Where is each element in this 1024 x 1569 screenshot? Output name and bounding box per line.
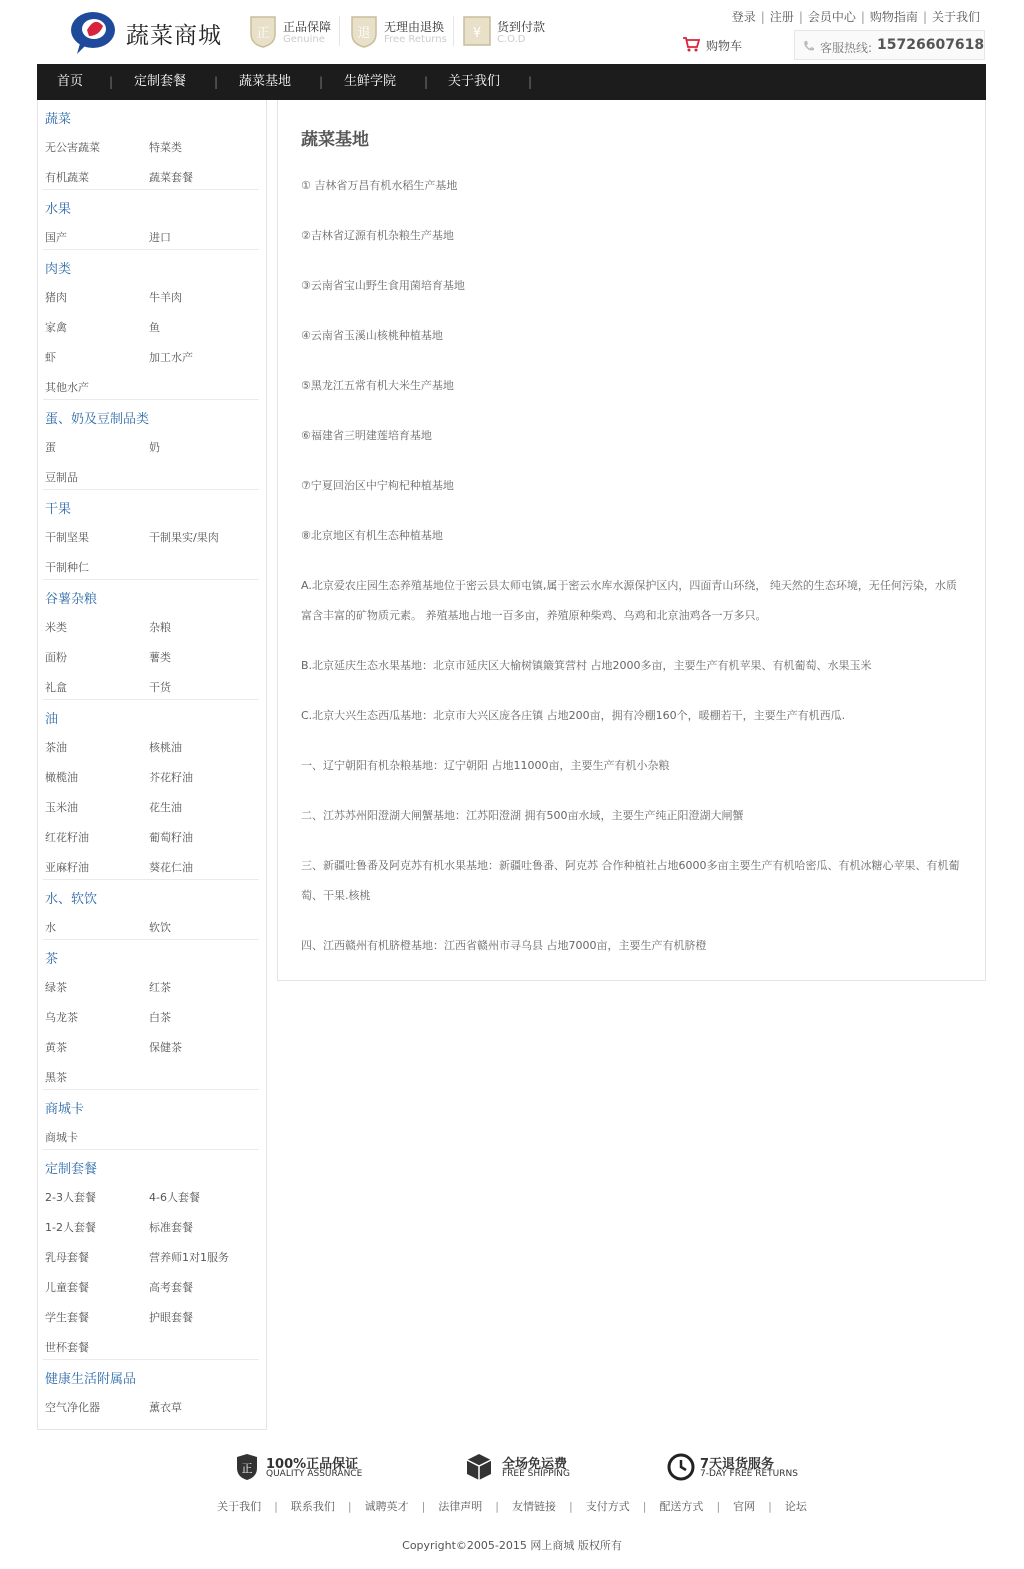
svg-text:正: 正 — [256, 26, 270, 41]
separator: | — [716, 1500, 721, 1513]
content-paragraph: C.北京大兴生态西瓜基地：北京市大兴区庞各庄镇 占地200亩，拥有冷棚160个，暖棚若干，主要生产有机西瓜. — [301, 709, 846, 722]
badge-title: 货到付款 — [497, 20, 546, 34]
svg-text:正: 正 — [241, 1462, 253, 1475]
register-link[interactable]: 注册 — [769, 10, 794, 24]
category-item[interactable]: 亚麻籽油 — [45, 861, 89, 874]
nav-separator: | — [109, 75, 114, 89]
category-item[interactable]: 玉米油 — [45, 801, 78, 814]
category-divider — [43, 1149, 259, 1150]
category-item[interactable]: 干货 — [149, 681, 171, 694]
category-item[interactable]: 高考套餐 — [149, 1281, 193, 1294]
category-item[interactable]: 水 — [45, 921, 56, 934]
guarantee-subtitle: QUALITY ASSURANCE — [266, 1469, 363, 1479]
category-item[interactable]: 虾 — [45, 351, 56, 364]
category-item[interactable]: 薯类 — [149, 651, 171, 664]
category-item[interactable]: 茶油 — [45, 741, 67, 754]
content-paragraph: 一、辽宁朝阳有机杂粮基地：辽宁朝阳 占地11000亩，主要生产有机小杂粮 — [301, 759, 670, 772]
nav-separator: | — [319, 75, 324, 89]
footer-link[interactable]: 支付方式 — [585, 1500, 630, 1513]
content-paragraph: ③云南省宝山野生食用菌培育基地 — [301, 279, 465, 292]
content-paragraph: ⑤黑龙江五常有机大米生产基地 — [301, 379, 454, 392]
category-divider — [43, 1089, 259, 1090]
category-divider — [43, 699, 259, 700]
category-title[interactable]: 水、软饮 — [45, 892, 98, 907]
category-divider — [43, 489, 259, 490]
category-item[interactable]: 蛋 — [45, 441, 56, 454]
footer-link[interactable]: 法律声明 — [438, 1500, 483, 1513]
category-item[interactable]: 核桃油 — [149, 741, 182, 754]
main-nav — [37, 64, 986, 100]
footer-link[interactable]: 联系我们 — [290, 1500, 335, 1513]
badge-subtitle: Genuine — [283, 34, 325, 45]
content-paragraph: ① 吉林省万昌有机水稻生产基地 — [301, 179, 458, 192]
hotline-number: 15726607618 — [877, 37, 985, 53]
shield-icon — [249, 14, 277, 48]
nav-item-about-us[interactable]: 关于我们 — [448, 74, 501, 89]
category-item[interactable]: 花生油 — [149, 801, 182, 814]
logo-text[interactable]: 蔬菜商城 — [126, 23, 222, 49]
top-links — [732, 8, 980, 25]
guarantee-title: 全场免运费 — [502, 1457, 568, 1472]
nav-separator: | — [528, 75, 533, 89]
category-title[interactable]: 定制套餐 — [45, 1162, 98, 1177]
category-item[interactable]: 猪肉 — [45, 291, 67, 304]
category-item[interactable]: 家禽 — [45, 321, 67, 334]
footer-link[interactable]: 关于我们 — [217, 1500, 262, 1513]
category-item[interactable]: 鱼 — [149, 321, 160, 334]
category-item[interactable]: 空气净化器 — [45, 1401, 100, 1414]
category-item[interactable]: 红茶 — [149, 981, 171, 994]
site-header — [37, 0, 986, 64]
footer-link[interactable]: 论坛 — [784, 1500, 807, 1513]
svg-text:¥: ¥ — [472, 26, 482, 41]
shopping-guide-link[interactable]: 购物指南 — [869, 10, 918, 24]
category-item[interactable]: 白茶 — [149, 1011, 171, 1024]
category-item[interactable]: 进口 — [149, 231, 171, 244]
separator: | — [274, 1500, 278, 1513]
category-title[interactable]: 干果 — [45, 502, 72, 517]
footer-link[interactable]: 配送方式 — [659, 1500, 704, 1513]
content-paragraph: ②吉林省辽源有机杂粮生产基地 — [301, 229, 454, 242]
guarantee-subtitle: 7-DAY FREE RETURNS — [700, 1469, 798, 1479]
category-item[interactable]: 营养师1对1服务 — [149, 1251, 229, 1264]
category-divider — [43, 879, 259, 880]
category-item[interactable]: 护眼套餐 — [149, 1311, 193, 1324]
copyright: Copyright©2005-2015 网上商城 版权所有 — [402, 1539, 622, 1552]
category-item[interactable]: 绿茶 — [45, 981, 67, 994]
content-paragraph: B.北京延庆生态水果基地：北京市延庆区大榆树镇簸箕营村 占地2000多亩，主要生产有机苹果、有机葡萄、水果玉米 — [301, 659, 872, 672]
shield-icon — [236, 1453, 258, 1481]
cash-icon — [463, 14, 491, 48]
category-item[interactable]: 奶 — [149, 441, 160, 454]
category-divider — [43, 579, 259, 580]
badge-title: 无理由退换 — [384, 20, 445, 34]
nav-item-fresh-academy[interactable]: 生鲜学院 — [344, 74, 397, 89]
category-divider — [43, 1359, 259, 1360]
category-item[interactable]: 礼盒 — [45, 681, 67, 694]
content-paragraph: 二、江苏苏州阳澄湖大闸蟹基地：江苏阳澄湖 拥有500亩水域，主要生产纯正阳澄湖大闸蟹 — [301, 809, 744, 822]
box-icon — [466, 1453, 492, 1481]
phone-icon — [803, 40, 815, 52]
guarantee-subtitle: FREE SHIPPING — [502, 1469, 571, 1479]
category-divider — [43, 249, 259, 250]
category-item[interactable]: 豆制品 — [45, 471, 78, 484]
footer-links — [0, 1498, 1024, 1514]
category-item[interactable]: 加工水产 — [149, 351, 193, 364]
category-item[interactable]: 杂粮 — [149, 621, 171, 634]
category-divider — [43, 399, 259, 400]
category-item[interactable]: 干制种仁 — [45, 561, 89, 574]
category-item[interactable]: 乳母套餐 — [45, 1251, 89, 1264]
category-item[interactable]: 芥花籽油 — [149, 771, 193, 784]
badge-divider — [339, 16, 340, 46]
footer-link[interactable]: 官网 — [733, 1500, 756, 1513]
category-sidebar — [37, 100, 267, 1430]
category-item[interactable]: 黄茶 — [45, 1041, 67, 1054]
badge-subtitle: C.O.D — [497, 34, 526, 45]
category-item[interactable]: 橄榄油 — [45, 771, 78, 784]
cart-label: 购物车 — [706, 39, 743, 53]
separator: | — [569, 1500, 573, 1513]
category-item[interactable]: 儿童套餐 — [45, 1281, 89, 1294]
category-item[interactable]: 米类 — [45, 621, 67, 634]
category-item[interactable]: 干制坚果 — [45, 531, 89, 544]
category-title[interactable]: 谷薯杂粮 — [45, 592, 98, 607]
category-item[interactable]: 商城卡 — [45, 1131, 78, 1144]
category-item[interactable]: 蔬菜套餐 — [149, 171, 193, 184]
nav-item-home[interactable]: 首页 — [57, 74, 84, 89]
category-item[interactable]: 软饮 — [149, 921, 171, 934]
category-divider — [43, 189, 259, 190]
svg-text:退: 退 — [357, 26, 371, 41]
guarantee-title: 100%正品保证 — [266, 1457, 359, 1472]
category-item[interactable]: 特菜类 — [149, 141, 182, 154]
category-title[interactable]: 蛋、奶及豆制品类 — [45, 412, 150, 427]
content-paragraph: 三、新疆吐鲁番及阿克苏有机水果基地：新疆吐鲁番、阿克苏 合作种植社占地6000多亩主要生产有机哈密瓜、有机冰糖心苹果、有机葡萄、干果.核桃 — [301, 859, 960, 902]
category-divider — [43, 939, 259, 940]
category-item[interactable]: 学生套餐 — [45, 1311, 89, 1324]
separator: | — [760, 10, 765, 24]
category-item[interactable]: 4-6人套餐 — [149, 1191, 200, 1204]
category-item[interactable]: 黑茶 — [45, 1071, 67, 1084]
hotline-box — [794, 30, 985, 60]
category-item[interactable]: 2-3人套餐 — [45, 1191, 96, 1204]
content-paragraph: ⑧北京地区有机生态种植基地 — [301, 529, 443, 542]
content-paragraph: A.北京爱农庄园生态养殖基地位于密云县太师屯镇,属于密云水库水源保护区内，四面青山环绕， 纯天然的生态环境，无任何污染，水质富含丰富的矿物质元素。 养殖基地占地一百多亩，养殖原种柴鸡、乌鸡和北京油鸡各一万多只。 — [301, 579, 957, 622]
category-title[interactable]: 茶 — [45, 952, 59, 967]
separator: | — [922, 10, 927, 24]
category-item[interactable]: 乌龙茶 — [45, 1011, 78, 1024]
cart-icon — [682, 36, 700, 52]
category-item[interactable]: 葵花仁油 — [149, 861, 193, 874]
category-item[interactable]: 世杯套餐 — [45, 1341, 89, 1354]
content-paragraph: ④云南省玉溪山核桃种植基地 — [301, 329, 443, 342]
content-paragraph: ⑦宁夏回治区中宁枸杞种植基地 — [301, 479, 454, 492]
nav-item-vegetable-base[interactable]: 蔬菜基地 — [239, 74, 292, 89]
category-item[interactable]: 红花籽油 — [45, 831, 89, 844]
guarantee-title: 7天退货服务 — [700, 1457, 775, 1472]
category-item[interactable]: 标准套餐 — [149, 1221, 193, 1234]
category-item[interactable]: 1-2人套餐 — [45, 1221, 96, 1234]
badge-subtitle: Free Returns — [384, 34, 447, 45]
category-title[interactable]: 健康生活附属品 — [45, 1372, 137, 1387]
category-item[interactable]: 有机蔬菜 — [45, 171, 89, 184]
category-title[interactable]: 油 — [45, 712, 59, 727]
footer-link[interactable]: 诚聘英才 — [364, 1500, 409, 1513]
category-item[interactable]: 葡萄籽油 — [149, 831, 193, 844]
content-panel — [277, 100, 986, 981]
nav-separator: | — [214, 75, 219, 89]
about-us-link[interactable]: 关于我们 — [931, 10, 980, 24]
separator: | — [642, 1500, 647, 1513]
nav-item-custom-package[interactable]: 定制套餐 — [134, 74, 187, 89]
category-item[interactable]: 国产 — [45, 231, 67, 244]
badge-title: 正品保障 — [283, 20, 332, 34]
category-title[interactable]: 肉类 — [45, 262, 72, 277]
category-item[interactable]: 牛羊肉 — [149, 291, 182, 304]
separator: | — [421, 1500, 426, 1513]
separator: | — [347, 1500, 352, 1513]
separator: | — [495, 1500, 499, 1513]
footer-link[interactable]: 友情链接 — [512, 1500, 556, 1513]
category-title[interactable]: 水果 — [45, 202, 72, 217]
separator: | — [798, 10, 803, 24]
badge-divider — [453, 16, 454, 46]
member-center-link[interactable]: 会员中心 — [807, 10, 856, 24]
category-title[interactable]: 商城卡 — [45, 1102, 85, 1117]
category-item[interactable]: 薰衣草 — [149, 1401, 182, 1414]
clock-icon — [667, 1453, 695, 1481]
category-item[interactable]: 无公害蔬菜 — [45, 141, 100, 154]
separator: | — [768, 1500, 772, 1513]
nav-separator: | — [424, 75, 429, 89]
category-item[interactable]: 保健茶 — [149, 1041, 182, 1054]
category-item[interactable]: 干制果实/果肉 — [149, 531, 219, 544]
hotline-label: 客服热线: — [820, 41, 873, 55]
category-item[interactable]: 面粉 — [45, 651, 67, 664]
page-title: 蔬菜基地 — [301, 130, 369, 150]
content-paragraph: 四、江西赣州有机脐橙基地：江西省赣州市寻乌县 占地7000亩，主要生产有机脐橙 — [301, 939, 707, 952]
category-title[interactable]: 蔬菜 — [45, 112, 72, 127]
content-paragraph: ⑥福建省三明建莲培育基地 — [301, 429, 432, 442]
login-link[interactable]: 登录 — [731, 10, 756, 24]
logo-icon[interactable] — [69, 10, 117, 54]
separator: | — [860, 10, 865, 24]
category-item[interactable]: 其他水产 — [45, 381, 89, 394]
shield-icon — [350, 14, 378, 48]
